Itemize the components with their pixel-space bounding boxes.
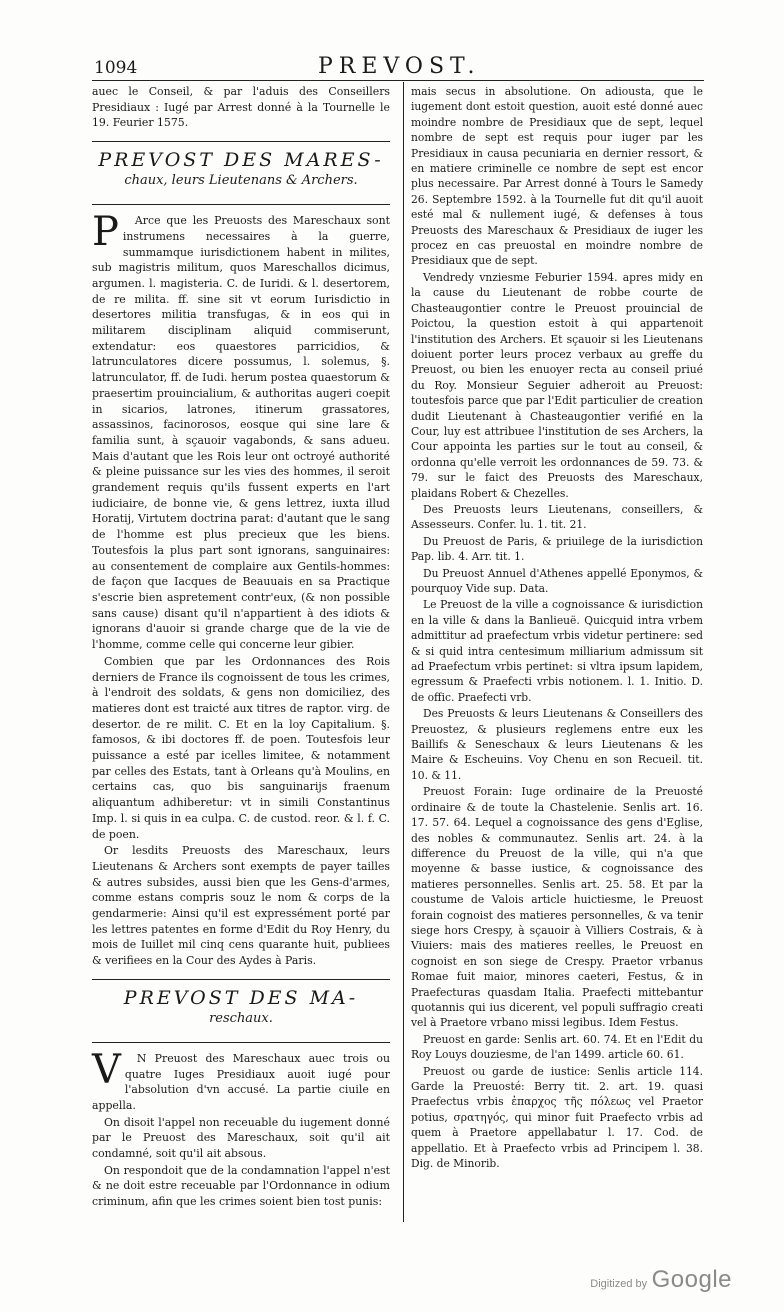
section-title-line: PREVOST DES MA- bbox=[123, 986, 359, 1009]
section-title-1 bbox=[92, 148, 390, 190]
drop-cap: P bbox=[92, 209, 119, 256]
google-logo: Google bbox=[651, 1266, 732, 1293]
paragraph: Preuost ou garde de iustice: Senlis article 114. Garde la Preuosté: Berry tit. 2. art. 19. quasi Praefectus vrbis ἐπαρχος τῆς πόλεως vel Praetor potius, σρατηγός, qui minor fuit Praefecto vrbis ad quem à Praetore appellabatur l. 17. Cod. de appellatio. Et à Praefecto vrbis ad Principem l. 38. Dig. de Minorib. bbox=[411, 1064, 703, 1171]
paragraph: Or lesdits Preuosts des Mareschaux, leurs Lieutenans & Archers sont exempts de payer tailles & autres subsides, aussi bien que les Gens-d'armes, comme estans compris souz le nom & corps de la gendarmerie: Ainsi qu'il est expressément porté par les lettres patentes en forme d'Edit du Roy Henry, du mois de Iuillet mil cinq cens quarante huit, publiees & verifiees en la Cour des Aydes à Paris. bbox=[92, 844, 390, 968]
page-number: 1094 bbox=[94, 58, 138, 78]
header-rule bbox=[92, 80, 704, 81]
running-headword: PREVOST. bbox=[318, 54, 481, 79]
paragraph: Preuost Forain: Iuge ordinaire de la Preuosté ordinaire & de toute la Chastelenie. Senlis art. 16. 17. 57. 64. Lequel a cognoissance des gens d'Eglise, des nobles & communautez. Senlis art. 24. à la difference du Preuost de la ville, qui n'a que moyenne & basse iustice, & cognoissance des matieres personnelles. Senlis art. 25. 58. Et par la coustume de Valois article huictiesme, le Preuost forain cognoist des matieres personnelles, & va tenir siege hors Crespy, à sçauoir à Villiers Costrais, & à Viuiers: mais des matieres reelles, le Preuost en cognoist en son siege de Crespy. Praetor vrbanus Romae fuit maior, minores caeteri, Festus, & in Praefecturas quasdam Italia. Praefecti mittebantur quotannis qui ius dicerent, vel populi suffragio creati vel à Praetore vrbano missi legibus. Idem Festus. bbox=[411, 785, 703, 1030]
section-rule bbox=[92, 204, 390, 205]
section-rule bbox=[92, 1042, 390, 1043]
section-title-line: reschaux. bbox=[209, 1010, 273, 1026]
column-divider bbox=[403, 82, 404, 1222]
section-rule bbox=[92, 979, 390, 980]
section-rule bbox=[92, 141, 390, 142]
paragraph: Le Preuost de la ville a cognoissance & iurisdiction en la ville & dans la Banlieuë. Quicquid intra vrbem admittitur ad praefectum vrbis videtur pertinere: sed & si quid intra centesimum milliarium admissum sit ad Praefectum vrbis pertinet: si vltra ipsum lapidem, egressum & Praefecti vrbis notionem. l. 1. Initio. D. de offic. Praefecti vrb. bbox=[411, 598, 703, 704]
paragraph bbox=[92, 1046, 390, 1114]
section-title-line: PREVOST DES MARES- bbox=[98, 149, 384, 172]
drop-cap: V bbox=[92, 1046, 121, 1093]
paragraph: Combien que par les Ordonnances des Rois derniers de France ils cognoissent de tous les crimes, à l'endroit des soldats, & gens non domiciliez, des matieres dont est traicté aux titres de raptor. virg. de desertor. de re milit. C. Et en la loy Capitalium. §. famosos, & ibi doctores ff. de poen. Toutesfois leur puissance a esté par icelles limitee, & notamment par celles des Estats, tant à Orleans qu'à Moulins, en certains cas, quo bis sanguinarijs fraenum aliquantum adhiberetur: vt in simili Constantinus Imp. l. si quis in ea culpa. C. de custod. reor. & l. f. C. de poen. bbox=[92, 654, 390, 841]
paragraph: Des Preuosts & leurs Lieutenans & Conseillers des Preuostez, & plusieurs reglemens entre eux les Baillifs & Seneschaux & leurs Lieutenans & les Maire & Escheuins. Voy Chenu en son Recueil. tit. 10. & 11. bbox=[411, 707, 703, 782]
paragraph-text: N Preuost des Mareschaux auec trois ou quatre Iuges Presidiaux auoit iugé pour l'absolution d'vn accusé. La partie ciuile en appella. bbox=[92, 1051, 390, 1112]
paragraph: mais secus in absolutione. On adioustа, que le iugement dont estoit question, auoit esté donné auec moindre nombre de Presidiaux que de sept, lequel nombre de sept est requis pour iuger par les Presidiaux in causa pecuniaria en dernier ressort, & en matiere criminelle ce nombre de sept est encor plus necessaire. Par Arrest donné à Tours le Samedy 26. Septembre 1592. à la Tournelle fut dit qu'il auoit esté mal & nullement iugé, & defenses à tous Preuosts des Mareschaux & Presidiaux de iuger les procez en cas preuostal en moindre nombre de Presidiaux que de sept. bbox=[411, 85, 703, 268]
paragraph: On respondoit que de la condamnation l'appel n'est & ne doit estre receuable par l'Ordonnance in odium criminum, afin que les crimes soient bien tost punis: bbox=[92, 1163, 390, 1209]
paragraph: Vendredy vnziesme Feburier 1594. apres midy en la cause du Lieutenant de robbe courte de Chasteaugontier contre le Preuost prouincial de Poictou, la question estoit à qui appartenoit l'institution des Archers. Et sçauoir si les Lieutenans doiuent porter leurs procez verbaux au greffe du Preuost, ou bien les enuoyer recta au conseil priué du Roy. Monsieur Seguier adheroit au Preuost: toutesfois parce que par l'Edit particulier de creation dudit Lieutenant à Chasteaugontier verifié en la Cour, luy est attribuee l'institution de ses Archers, la Cour appointa les parties sur le tout au conseil, & ordonna qu'elle verroit les ordonnances de 59. 73. & 79. sur le faict des Preuosts des Mareschaux, plaidans Robert & Chezelles. bbox=[411, 270, 703, 500]
paragraph: On disoit l'appel non receuable du iugement donné par le Preuost des Mareschaux, soit qu'il ait condamné, soit qu'il ait absous. bbox=[92, 1115, 390, 1161]
paragraph: Du Preuost de Paris, & priuilege de la iurisdiction Pap. lib. 4. Arr. tit. 1. bbox=[411, 534, 703, 564]
paragraph: Preuost en garde: Senlis art. 60. 74. Et en l'Edit du Roy Louys douziesme, de l'an 1499. article 60. 61. bbox=[411, 1032, 703, 1062]
intro-paragraph: auec le Conseil, & par l'aduis des Conseillers Presidiaux : Iugé par Arrest donné à la Tournelle le 19. Feurier 1575. bbox=[92, 85, 390, 130]
digitized-by-text: Digitized by bbox=[590, 1278, 648, 1290]
paragraph: Des Preuosts leurs Lieutenans, conseillers, & Assesseurs. Confer. lu. 1. tit. 21. bbox=[411, 502, 703, 532]
section-title-line: chaux, leurs Lieutenans & Archers. bbox=[124, 173, 358, 189]
paragraph-text: Arce que les Preuosts des Mareschaux sont instrumens necessaires à la guerre, summamque iurisdictionem habent in milites, sub magistris militum, quos Mareschallos dicimus, argumen. l. magisteria. C. de Iuridi. & l. desertorem, de re milita. ff. sine sit vt eorum Iurisdictio in desertores militia transfugas, & in eos qui in militarem disciplinam aliquid commiserunt, extendatur: eos quaestores parricidios, & latrunculatores dicere possumus, l. solemus, §. latrunculator, ff. de Iudi. herum postea quaestorum & praesertim prouincialium, & authoritas augeri coepit in sicarios, latrones, itinerum grassatores, assassinos, facinorosos, eosque qui sine lare & familia sunt, à sçauoir vagabonds, & sans adueu. Mais d'autant que les Rois leur ont octroyé authorité & pleine puissance sur les vies des hommes, il seroit grandement requis qu'ils fussent experts en l'art iudiciaire, de bonne vie, & gens lettrez, iuxta illud Horatij, Virtutem doctrina parat: d'autant que le sang de l'homme est plus precieux que les biens. Toutesfois la plus part sont ignorans, sanguinaires: au consentement de complaire aux Gentils-hommes: de façon que Iacques de Beauuais en sa Practique s'escrie bien aspretement contr'eux, (& non possible sans cause) disant qu'il n'appartient à des idiots & ignorans d'auoir si grande charge que de la vie de l'homme, comme celle qui concerne leur gibier. bbox=[92, 214, 390, 652]
section-title-2 bbox=[92, 986, 390, 1028]
paragraph: Du Preuost Annuel d'Athenes appellé Eponymos, & pourquoy Vide sup. Data. bbox=[411, 566, 703, 595]
paragraph bbox=[92, 209, 390, 653]
digitized-watermark bbox=[590, 1266, 732, 1294]
right-column bbox=[411, 84, 703, 1171]
left-column bbox=[92, 84, 390, 1210]
